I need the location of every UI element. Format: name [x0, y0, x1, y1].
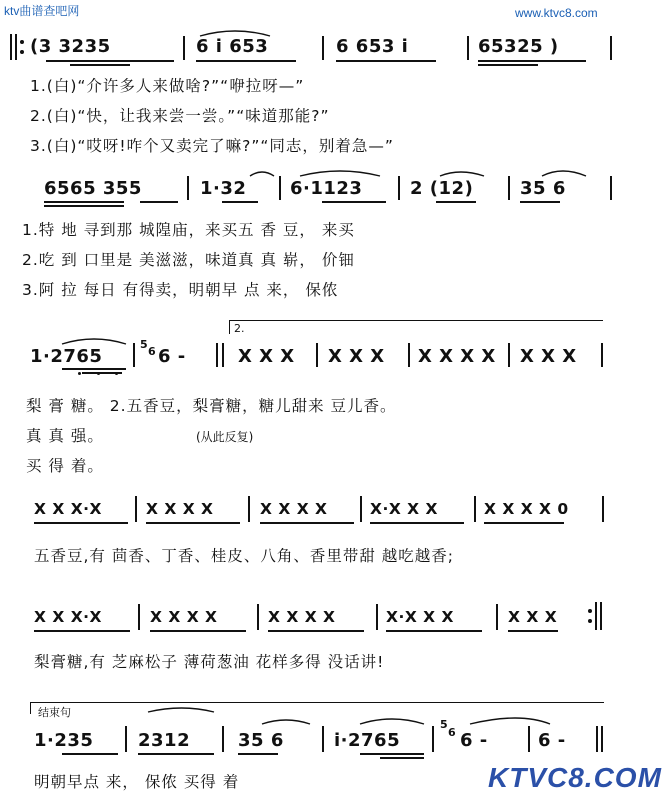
underline	[360, 753, 424, 755]
bar-line	[248, 496, 250, 522]
measure: X X X	[328, 346, 385, 367]
measure: 6·1123	[290, 178, 363, 199]
underline	[260, 522, 354, 524]
spoken-line-2: 2.(白)“快，让我来尝一尝。”“味道那能?”	[30, 107, 330, 125]
bar-line	[138, 604, 140, 630]
underline	[484, 522, 564, 524]
underline	[268, 630, 364, 632]
ending-label: 结束句	[38, 706, 71, 719]
lyric-verse-2: 2.吃 到 口里是 美滋滋，味道真 真 崭， 价钿	[22, 251, 355, 269]
slur	[440, 172, 484, 176]
measure: X·X X X	[386, 608, 454, 626]
bar-line	[467, 36, 469, 60]
underline	[222, 201, 258, 203]
bar-line	[222, 726, 224, 752]
bar-line	[135, 496, 137, 522]
underline	[508, 630, 558, 632]
measure: 35 6	[520, 178, 566, 199]
brand-logo: KTVC8.COM	[488, 762, 662, 793]
bar-line	[432, 726, 434, 752]
lyric-verse-1: 梨 膏 糖。 2.五香豆，梨膏糖，糖儿甜来 豆儿香。	[26, 397, 397, 415]
measure: X X X·X	[34, 500, 102, 518]
end-thin-bar	[222, 343, 224, 367]
underline	[146, 522, 240, 524]
underline	[478, 60, 586, 62]
measure: 65325 )	[478, 36, 559, 57]
underline	[138, 753, 214, 755]
underline	[478, 64, 538, 66]
bar-line	[610, 36, 612, 60]
watermark-left: ktv曲谱查吧网	[4, 4, 80, 18]
underline	[336, 60, 436, 62]
ending-bracket	[30, 702, 604, 714]
lyric-line: 明朝早点 来， 保侬 买得 着	[34, 773, 240, 791]
underline	[322, 201, 386, 203]
bar-line	[398, 176, 400, 200]
bar-line	[257, 604, 259, 630]
bar-line	[508, 176, 510, 200]
bar-line	[601, 343, 603, 367]
repeat-end-thick-bar	[600, 602, 602, 630]
tie	[470, 718, 550, 724]
underline	[62, 368, 126, 370]
underline	[380, 757, 424, 759]
underline	[82, 372, 122, 374]
repeat-dot	[588, 609, 592, 613]
slur	[542, 171, 586, 176]
slur	[300, 171, 380, 176]
measure: 1·235	[34, 730, 94, 751]
measure: 1·2765	[30, 346, 103, 367]
bar-line	[316, 343, 318, 367]
measure: X X X	[508, 608, 558, 626]
measure: X X X X	[146, 500, 214, 518]
measure: 6 i 653	[196, 36, 269, 57]
grace-bottom: 6	[448, 726, 456, 739]
measure: (3 3235	[30, 36, 111, 57]
measure: X·X X X	[370, 500, 438, 518]
measure: 1·32	[200, 178, 247, 199]
bar-line	[610, 176, 612, 200]
underline	[140, 201, 178, 203]
measure: 6 -	[460, 730, 488, 751]
underline	[520, 201, 560, 203]
bar-line	[508, 343, 510, 367]
bar-line	[183, 36, 185, 60]
low-dot	[78, 372, 81, 375]
measure: X X X·X	[34, 608, 102, 626]
measure: i·2765	[334, 730, 401, 751]
underline	[436, 201, 476, 203]
underline	[238, 753, 278, 755]
bar-line	[376, 604, 378, 630]
spoken-line-1: 1.(白)“介许多人来做啥?”“咿拉呀—”	[30, 77, 305, 95]
lyric-verse-1: 1.特 地 寻到那 城隍庙，来买五 香 豆， 来买	[22, 221, 355, 239]
bar-line	[408, 343, 410, 367]
spoken-line-3: 3.(白)“哎呀!咋个又卖完了嘛?”“同志，别着急—”	[30, 137, 394, 155]
underline	[34, 630, 130, 632]
measure: X X X	[238, 346, 295, 367]
slur	[360, 719, 424, 724]
bar-line	[496, 604, 498, 630]
underline	[150, 630, 246, 632]
slur	[250, 172, 274, 176]
measure: 6565 355	[44, 178, 142, 199]
lyric-line: 梨膏糖,有 芝麻松子 薄荷葱油 花样多得 没话讲!	[34, 653, 385, 671]
repeat-start-thin-bar	[15, 34, 17, 60]
underline	[44, 205, 124, 207]
volta-bracket	[229, 320, 603, 334]
final-thin-bar	[596, 726, 598, 752]
underline	[34, 522, 128, 524]
repeat-dot	[20, 40, 24, 44]
lyric-verse-2: 真 真 强。	[26, 427, 104, 445]
slur	[62, 339, 126, 344]
measure: X X X X	[418, 346, 496, 367]
grace-top: 5	[440, 718, 448, 731]
repeat-dot	[588, 619, 592, 623]
watermark-right: www.ktvc8.com	[515, 6, 598, 20]
grace-top: 5	[140, 338, 148, 351]
measure: 6 653 i	[336, 36, 409, 57]
lyric-line: 五香豆,有 茴香、丁香、桂皮、八角、香里带甜 越吃越香;	[34, 547, 455, 565]
measure: 2312	[138, 730, 191, 751]
measure: X X X X	[150, 608, 218, 626]
repeat-start-thick-bar	[10, 34, 12, 60]
measure: X X X X	[268, 608, 336, 626]
grace-bottom: 6	[148, 345, 156, 358]
bar-line	[602, 496, 604, 522]
measure: 6 -	[158, 346, 186, 367]
bar-line	[279, 176, 281, 200]
measure: X X X X	[260, 500, 328, 518]
bar-line	[322, 726, 324, 752]
measure: 6 -	[538, 730, 566, 751]
underline	[62, 753, 118, 755]
underline	[44, 201, 124, 203]
end-thick-bar	[216, 343, 218, 367]
final-thick-bar	[601, 726, 603, 752]
lyric-verse-3: 买 得 着。	[26, 457, 104, 475]
underline	[386, 630, 482, 632]
measure: 2 (12)	[410, 178, 474, 199]
volta-label: 2.	[234, 322, 245, 335]
measure: 35 6	[238, 730, 284, 751]
measure: X X X	[520, 346, 577, 367]
underline	[70, 64, 130, 66]
bar-line	[528, 726, 530, 752]
bar-line	[360, 496, 362, 522]
bar-line	[187, 176, 189, 200]
slur	[262, 720, 310, 724]
measure: X X X X 0	[484, 500, 569, 518]
repeat-dot	[20, 50, 24, 54]
repeat-end-thin-bar	[595, 602, 597, 630]
bar-line	[474, 496, 476, 522]
bar-line	[322, 36, 324, 60]
repeat-note: (从此反复)	[196, 430, 254, 444]
underline	[370, 522, 464, 524]
bar-line	[133, 343, 135, 367]
bar-line	[125, 726, 127, 752]
underline	[196, 60, 296, 62]
underline	[46, 60, 174, 62]
lyric-verse-3: 3.阿 拉 每日 有得卖，明朝早 点 来， 保侬	[22, 281, 339, 299]
